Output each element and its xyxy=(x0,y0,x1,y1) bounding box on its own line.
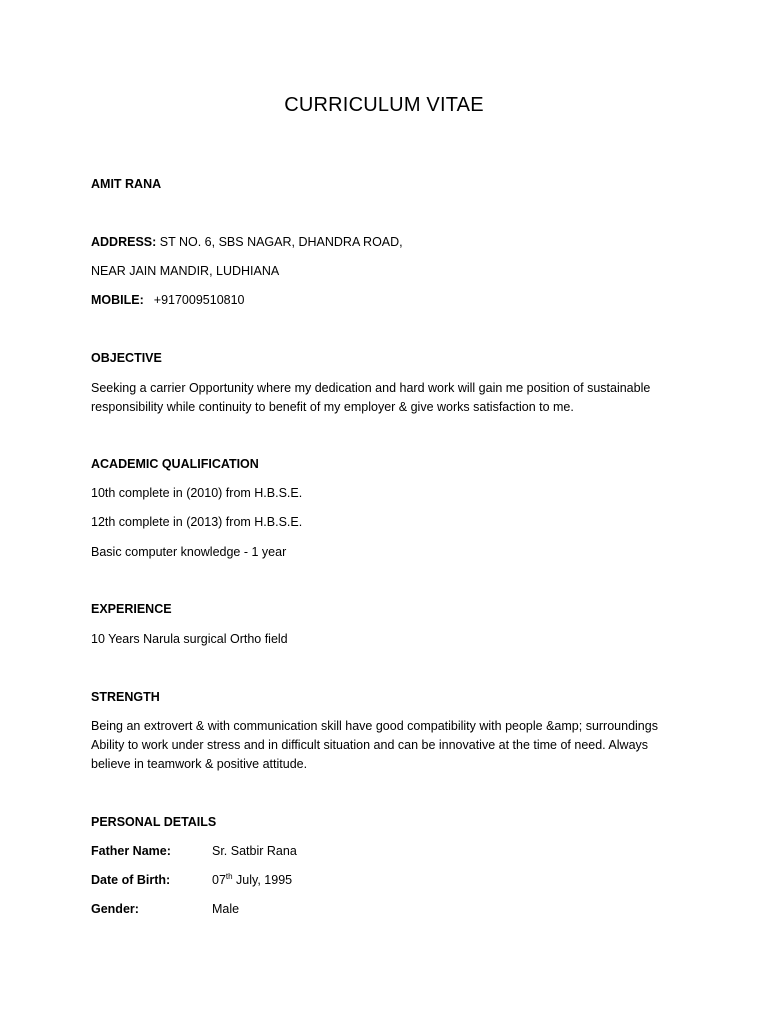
gender-label: Gender: xyxy=(91,902,139,916)
father-label: Father Name: xyxy=(91,844,171,858)
academic-item-2: 12th complete in (2013) from H.B.S.E. xyxy=(91,515,303,529)
academic-item-1: 10th complete in (2010) from H.B.S.E. xyxy=(91,486,303,500)
address-line-1 xyxy=(91,235,403,249)
experience-heading: EXPERIENCE xyxy=(91,602,172,616)
mobile-label: MOBILE: xyxy=(91,293,144,307)
gender-row xyxy=(91,902,239,916)
academic-heading: ACADEMIC QUALIFICATION xyxy=(91,457,259,471)
address-line-2: NEAR JAIN MANDIR, LUDHIANA xyxy=(91,264,280,278)
father-row xyxy=(91,844,297,858)
mobile-value: +917009510810 xyxy=(153,293,245,307)
dob-label: Date of Birth: xyxy=(91,873,171,887)
gender-value: Male xyxy=(212,902,240,916)
dob-suffix: th xyxy=(225,871,233,881)
strength-heading: STRENGTH xyxy=(91,690,160,704)
father-value: Sr. Satbir Rana xyxy=(212,844,297,858)
address-value-1: ST NO. 6, SBS NAGAR, DHANDRA ROAD, xyxy=(156,235,403,249)
objective-heading: OBJECTIVE xyxy=(91,351,162,365)
experience-text: 10 Years Narula surgical Ortho field xyxy=(91,632,288,646)
document-title: CURRICULUM VITAE xyxy=(284,94,484,116)
dob-row xyxy=(91,873,292,887)
dob-day: 07 xyxy=(212,873,226,887)
candidate-name: AMIT RANA xyxy=(91,177,162,191)
academic-item-3: Basic computer knowledge - 1 year xyxy=(91,545,287,559)
objective-text: Seeking a carrier Opportunity where my dedication and hard work will gain me position of sustainable responsibility while continuity to benefit of my employer & give works satisfaction to me. xyxy=(91,381,651,414)
mobile-line xyxy=(91,293,245,307)
dob-rest: July, 1995 xyxy=(232,873,293,887)
personal-heading: PERSONAL DETAILS xyxy=(91,815,217,829)
strength-text: Being an extrovert & with communication skill have good compatibility with people &amp; surroundings Ability to work under stress and in difficult situation and can be innovative at the time of need. Always believe in teamwork & positive attitude. xyxy=(91,719,658,771)
address-label: ADDRESS: xyxy=(91,235,157,249)
